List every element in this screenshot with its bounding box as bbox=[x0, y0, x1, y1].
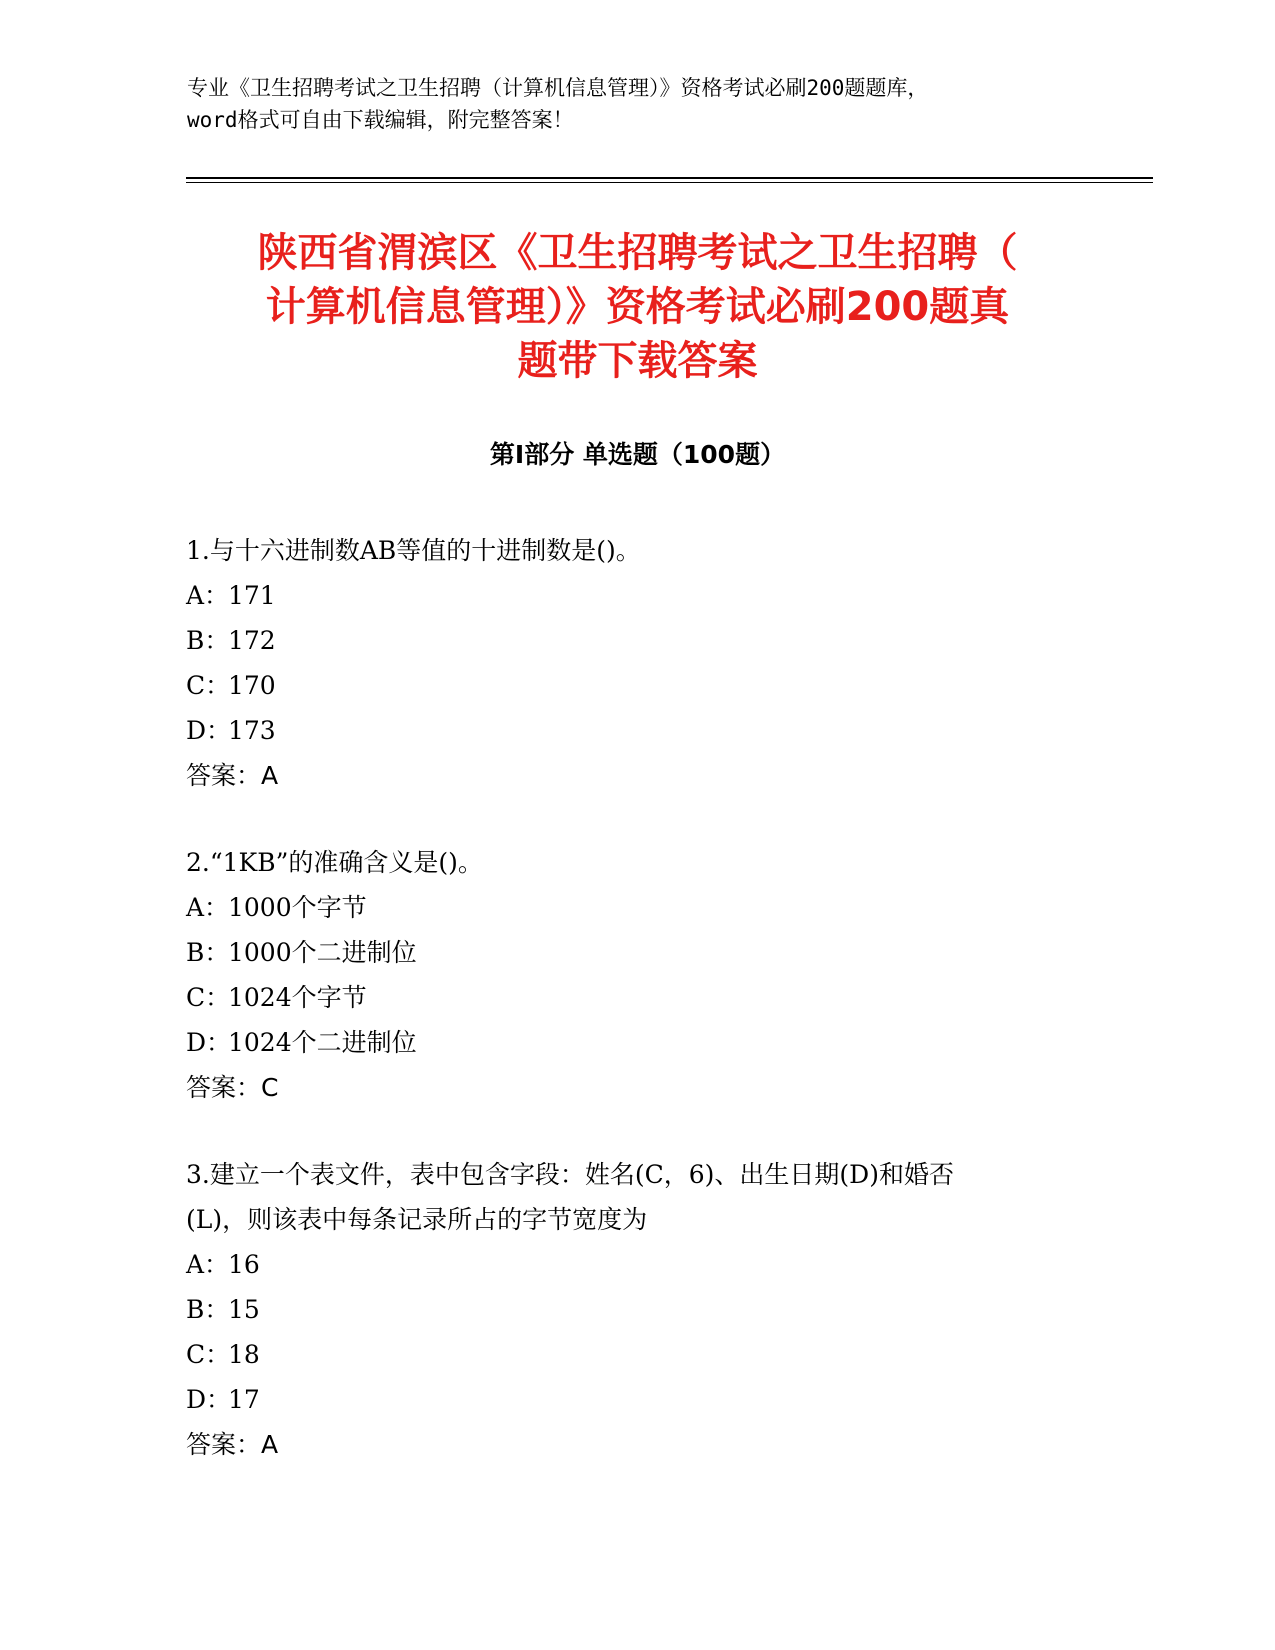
option-text: 17 bbox=[228, 1385, 260, 1414]
option-key: D： bbox=[186, 1385, 232, 1414]
question-option-d bbox=[186, 708, 1086, 753]
option-text: 16 bbox=[228, 1250, 260, 1279]
option-text: 1000个二进制位 bbox=[228, 938, 417, 967]
document-title-line-2: 计算机信息管理）》资格考试必刷200题真 bbox=[265, 284, 1010, 330]
document-title bbox=[150, 226, 1125, 388]
option-text: 1000个字节 bbox=[228, 893, 367, 922]
option-key: A： bbox=[186, 1250, 230, 1279]
question-stem: 2.“1KB”的准确含义是()。 bbox=[186, 848, 483, 877]
question-stem-line-2: (L)，则该表中每条记录所占的字节宽度为 bbox=[186, 1205, 648, 1234]
option-key: B： bbox=[186, 626, 230, 655]
question-answer: 答案：A bbox=[186, 761, 279, 790]
option-text: 15 bbox=[228, 1295, 260, 1324]
question-option-b bbox=[186, 618, 1086, 663]
option-text: 173 bbox=[228, 716, 276, 745]
document-title-line-3: 题带下载答案 bbox=[517, 338, 758, 384]
question-option-c bbox=[186, 663, 1086, 708]
header-divider-thick bbox=[186, 177, 1153, 179]
question-option-a bbox=[186, 1242, 1086, 1287]
question-answer: 答案：A bbox=[186, 1430, 279, 1459]
option-key: B： bbox=[186, 938, 230, 967]
question-stem: 1.与十六进制数AB等值的十进制数是()。 bbox=[186, 536, 641, 565]
question-option-a bbox=[186, 573, 1086, 618]
question-1 bbox=[186, 528, 1086, 798]
option-text: 170 bbox=[228, 671, 276, 700]
header-note bbox=[187, 72, 1087, 136]
option-text: 18 bbox=[228, 1340, 260, 1369]
option-key: C： bbox=[186, 671, 231, 700]
option-key: A： bbox=[186, 581, 230, 610]
option-key: A： bbox=[186, 893, 230, 922]
header-note-line-2: word格式可自由下载编辑，附完整答案！ bbox=[187, 108, 574, 132]
question-option-b bbox=[186, 1287, 1086, 1332]
question-list bbox=[186, 528, 1086, 1509]
header-note-line-1: 专业《卫生招聘考试之卫生招聘（计算机信息管理）》资格考试必刷200题题库， bbox=[187, 76, 929, 100]
option-key: D： bbox=[186, 1028, 232, 1057]
question-option-a bbox=[186, 885, 1086, 930]
question-answer: 答案：C bbox=[186, 1073, 279, 1102]
question-2 bbox=[186, 840, 1086, 1110]
section-heading: 第Ⅰ部分 单选题（100题） bbox=[489, 440, 786, 469]
document-title-line-1: 陕西省渭滨区《卫生招聘考试之卫生招聘（ bbox=[257, 230, 1018, 276]
option-key: D： bbox=[186, 716, 232, 745]
question-option-d bbox=[186, 1377, 1086, 1422]
question-option-d bbox=[186, 1020, 1086, 1065]
header-divider-thin bbox=[186, 182, 1153, 183]
question-3 bbox=[186, 1152, 1086, 1467]
option-text: 171 bbox=[228, 581, 276, 610]
question-stem-line-1: 3.建立一个表文件，表中包含字段：姓名(C，6)、出生日期(D)和婚否 bbox=[186, 1160, 954, 1189]
option-text: 1024个字节 bbox=[228, 983, 367, 1012]
option-key: B： bbox=[186, 1295, 230, 1324]
option-key: C： bbox=[186, 983, 231, 1012]
question-option-c bbox=[186, 1332, 1086, 1377]
option-text: 1024个二进制位 bbox=[228, 1028, 417, 1057]
question-option-b bbox=[186, 930, 1086, 975]
question-option-c bbox=[186, 975, 1086, 1020]
option-text: 172 bbox=[228, 626, 276, 655]
option-key: C： bbox=[186, 1340, 231, 1369]
